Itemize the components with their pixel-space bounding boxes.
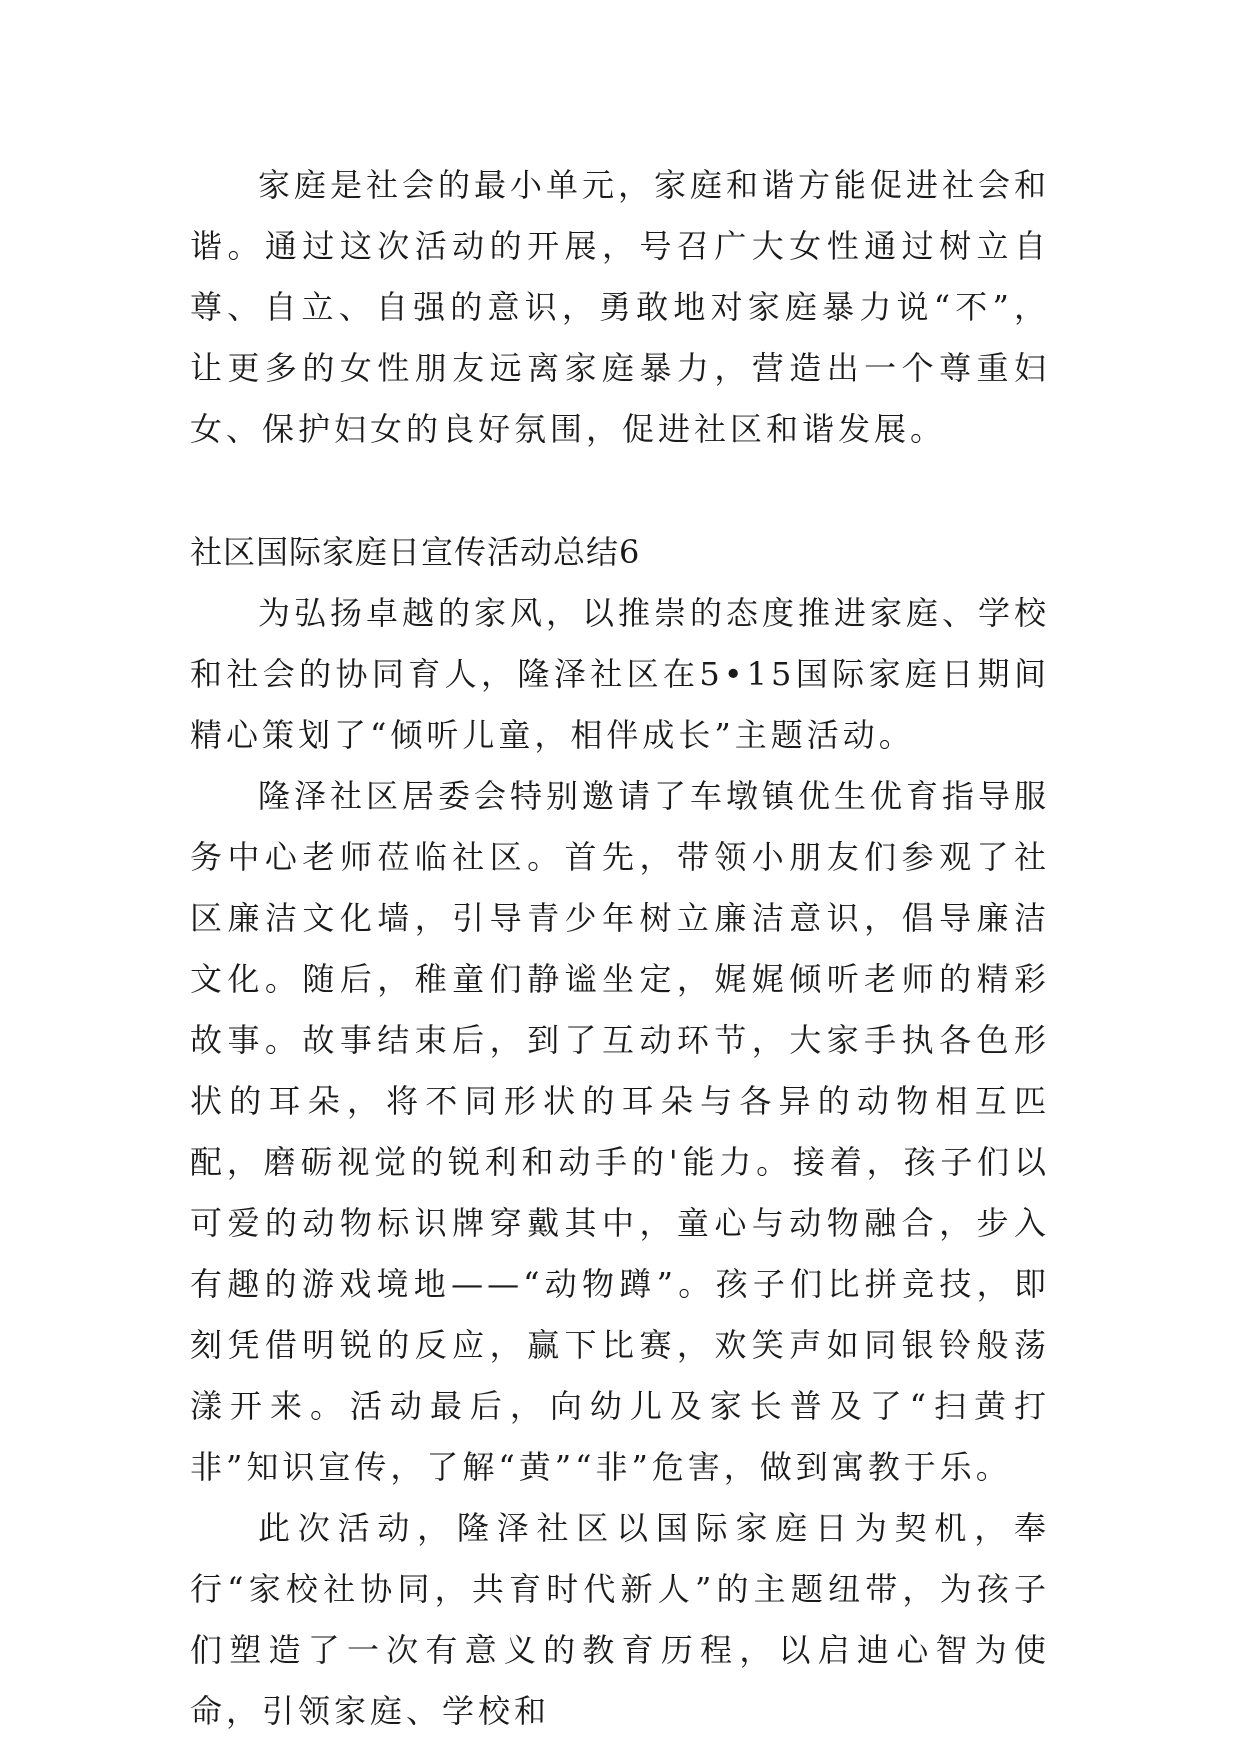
paragraph-1: 为弘扬卓越的家风，以推崇的态度推进家庭、学校和社会的协同育人，隆泽社区在5•15国际家庭日期间精心策划了“倾听儿童，相伴成长”主题活动。 — [190, 594, 1051, 754]
document-body — [190, 155, 1050, 1742]
paragraph-2: 隆泽社区居委会特别邀请了车墩镇优生优育指导服务中心老师莅临社区。首先，带领小朋友们参观了社区廉洁文化墙，引导青少年树立廉洁意识，倡导廉洁文化。随后，稚童们静谧坐定，娓娓倾听老师的精彩故事。故事结束后，到了互动环节，大家手执各色形状的耳朵，将不同形状的耳朵与各异的动物相互匹配，磨砺视觉的锐利和动手的'能力。接着，孩子们以可爱的动物标识牌穿戴其中，童心与动物融合，步入有趣的游戏境地——“动物蹲”。孩子们比拼竞技，即刻凭借明锐的反应，赢下比赛，欢笑声如同银铃般荡漾开来。活动最后，向幼儿及家长普及了“扫黄打非”知识宣传，了解“黄”“非”危害，做到寓教于乐。 — [190, 777, 1051, 1486]
paragraph-intro: 家庭是社会的最小单元，家庭和谐方能促进社会和谐。通过这次活动的开展，号召广大女性通过树立自尊、自立、自强的意识，勇敢地对家庭暴力说“不”，让更多的女性朋友远离家庭暴力，营造出一个尊重妇女、保护妇女的良好氛围，促进社区和谐发展。 — [190, 166, 1051, 448]
paragraph-3: 此次活动，隆泽社区以国际家庭日为契机，奉行“家校社协同，共育时代新人”的主题纽带，为孩子们塑造了一次有意义的教育历程，以启迪心智为使命，引领家庭、学校和 — [190, 1509, 1050, 1730]
section-title: 社区国际家庭日宣传活动总结6 — [190, 533, 641, 571]
